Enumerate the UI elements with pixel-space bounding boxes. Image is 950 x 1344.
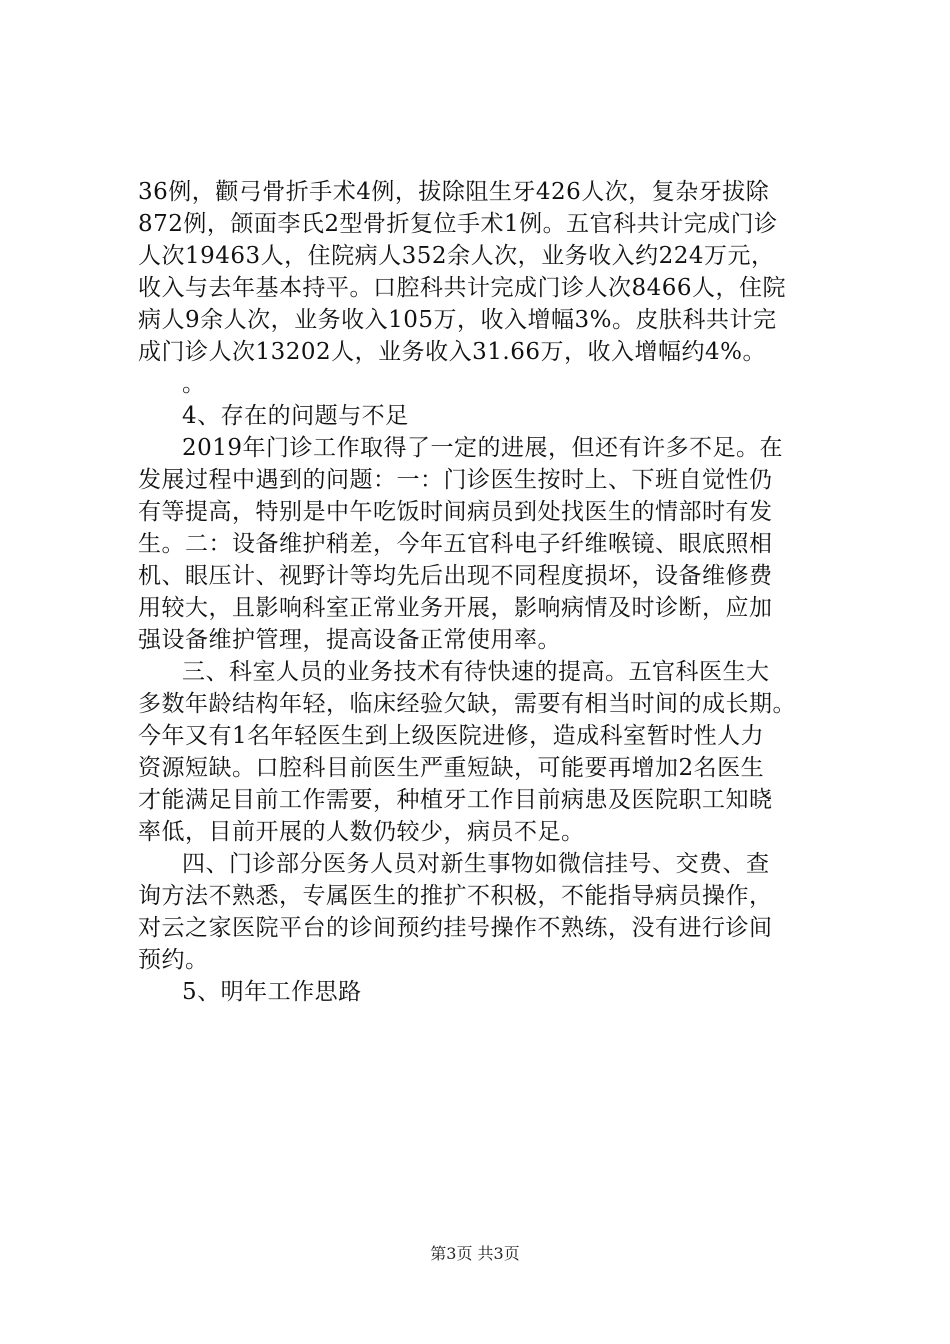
text-line: 成门诊人次13202人，业务收入31.66万，收入增幅约4%。 — [138, 339, 766, 365]
text-line: 询方法不熟悉，专属医生的推扩不积极，不能指导病员操作， — [138, 883, 773, 909]
text-line: 生。二：设备维护稍差，今年五官科电子纤维喉镜、眼底照相 — [138, 531, 773, 557]
text-line: 发展过程中遇到的问题：一：门诊医生按时上、下班自觉性仍 — [138, 467, 773, 493]
document-body — [138, 176, 854, 1008]
text-line: 收入与去年基本持平。口腔科共计完成门诊人次8466人，住院 — [138, 275, 787, 301]
text-line: 资源短缺。口腔科目前医生严重短缺，可能要再增加2名医生 — [138, 755, 765, 781]
page-footer: 第3页 共3页 — [430, 1244, 520, 1263]
text-line: 对云之家医院平台的诊间预约挂号操作不熟练，没有进行诊间 — [138, 915, 773, 941]
section-heading: 4、存在的问题与不足 — [182, 403, 409, 429]
text-line: 强设备维护管理，提高设备正常使用率。 — [138, 627, 561, 653]
text-line: 。 — [182, 371, 206, 397]
text-line: 用较大，且影响科室正常业务开展，影响病情及时诊断，应加 — [138, 595, 773, 621]
text-line: 机、眼压计、视野计等均先后出现不同程度损坏，设备维修费 — [138, 563, 773, 589]
text-line: 四、门诊部分医务人员对新生事物如微信挂号、交费、查 — [182, 851, 770, 877]
text-line: 36例，颧弓骨折手术4例，拔除阻生牙426人次，复杂牙拔除 — [138, 179, 770, 205]
text-line: 872例，颌面李氏2型骨折复位手术1例。五官科共计完成门诊 — [138, 211, 778, 237]
text-line: 有等提高，特别是中午吃饭时间病员到处找医生的情部时有发 — [138, 499, 773, 525]
section-heading: 5、明年工作思路 — [182, 979, 362, 1005]
text-line: 才能满足目前工作需要，种植牙工作目前病患及医院职工知晓 — [138, 787, 773, 813]
text-line: 2019年门诊工作取得了一定的进展，但还有许多不足。在 — [182, 435, 784, 461]
text-line: 今年又有1名年轻医生到上级医院进修，造成科室暂时性人力 — [138, 723, 765, 749]
text-line: 预约。 — [138, 947, 209, 973]
text-line: 率低，目前开展的人数仍较少，病员不足。 — [138, 819, 585, 845]
text-line: 病人9余人次，业务收入105万，收入增幅3%。皮肤科共计完 — [138, 307, 777, 333]
text-line: 多数年龄结构年轻，临床经验欠缺，需要有相当时间的成长期。 — [138, 691, 796, 717]
text-line: 人次19463人，住院病人352余人次，业务收入约224万元， — [138, 243, 775, 269]
text-line: 三、科室人员的业务技术有待快速的提高。五官科医生大 — [182, 659, 770, 685]
